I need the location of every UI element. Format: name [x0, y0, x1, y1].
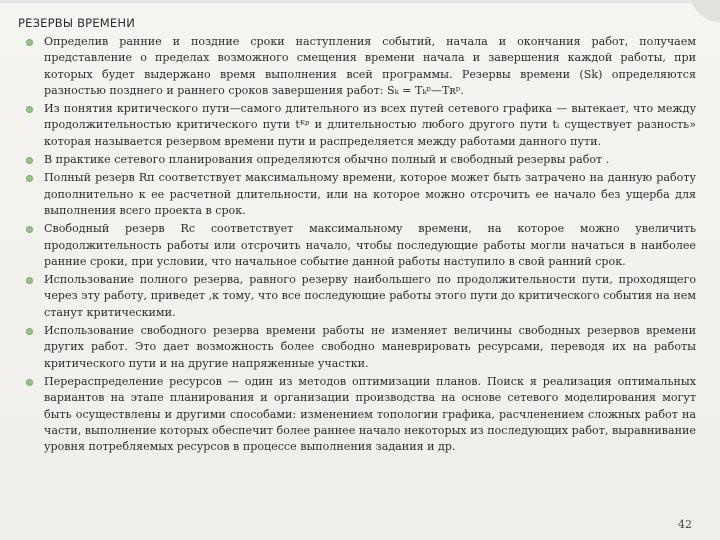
bullet-item	[26, 101, 696, 150]
bullet-item	[26, 152, 696, 168]
bullet-list	[26, 34, 696, 455]
slide-title: РЕЗЕРВЫ ВРЕМЕНИ	[18, 16, 135, 30]
bullet-text: Перераспределение ресурсов — один из методов оптимизации планов. Поиск я реализация оптимальных вариантов на этапе планирования и организации производства на основе сетевого моделирования могут быть осуществлены и другими способами: изменением топологии графика, расчленением сложных работ на части, выполнение которых обеспечит более раннее начало некоторых из последующих работ, выравнивание уровня потребляемых ресурсов в процессе выполнения задания и др.	[44, 374, 696, 454]
bullet-item	[26, 34, 696, 99]
bullet-text: В практике сетевого планирования определяются обычно полный и свободный резервы работ .	[44, 153, 610, 167]
bullet-text: Использование полного резерва, равного резерву наибольшего по продолжительности пути, проходящего через эту работу, приведет ,к тому, что все последующие работы этого пути до критического события на нем станут критическими.	[44, 273, 696, 319]
bullet-dot-icon	[26, 106, 33, 113]
bullet-item	[26, 170, 696, 219]
bullet-dot-icon	[26, 157, 33, 164]
bullet-item	[26, 272, 696, 321]
corner-decoration	[690, 0, 720, 22]
bullet-dot-icon	[26, 175, 33, 182]
bullet-item	[26, 221, 696, 270]
top-rule	[0, 0, 720, 3]
page-number: 42	[678, 518, 692, 531]
bullet-dot-icon	[26, 328, 33, 335]
bullet-text: Полный резерв Rп соответствует максимальному времени, которое может быть затрачено на данную работу дополнительно к ее расчетной длительности, или на которое можно отсрочить ее начало без ущерба для выполнения всего проекта в срок.	[44, 171, 696, 217]
bullet-dot-icon	[26, 226, 33, 233]
bullet-item	[26, 374, 696, 455]
bullet-text: Определив ранние и поздние сроки наступления событий, начала и окончания работ, получаем представление о пределах возможного смещения времени начала и завершения каждой работы, при которых будет выдержано время выполнения всей программы. Резервы времени (Sk) определяются разностью позднего и раннего сроков завершения работ: Sₖ = Tₖᵖ—Tʀᵖ.	[44, 35, 696, 97]
bullet-dot-icon	[26, 379, 33, 386]
bullet-dot-icon	[26, 277, 33, 284]
bullet-dot-icon	[26, 39, 33, 46]
bullet-text: Из понятия критического пути—самого длительного из всех путей сетевого графика — вытекает, что между продолжительностью критического пути tᴷᵖ и длительностью любого другого пути tᵢ существует разность» которая называется резервом времени пути и распределяется между работами данного пути.	[44, 102, 696, 148]
bullet-text: Свободный резерв Rс соответствует максимальному времени, на которое можно увеличить продолжительность работы или отсрочить начало, чтобы последующие работы могли начаться в наиболее ранние сроки, при условии, что начальное событие данной работы наступило в свой ранний срок.	[44, 222, 696, 268]
bullet-item	[26, 323, 696, 372]
bullet-text: Использование свободного резерва времени работы не изменяет величины свободных резервов времени других работ. Это дает возможность более свободно маневрировать ресурсами, переводя их на работы критического пути и на другие напряженные участки.	[44, 324, 696, 370]
